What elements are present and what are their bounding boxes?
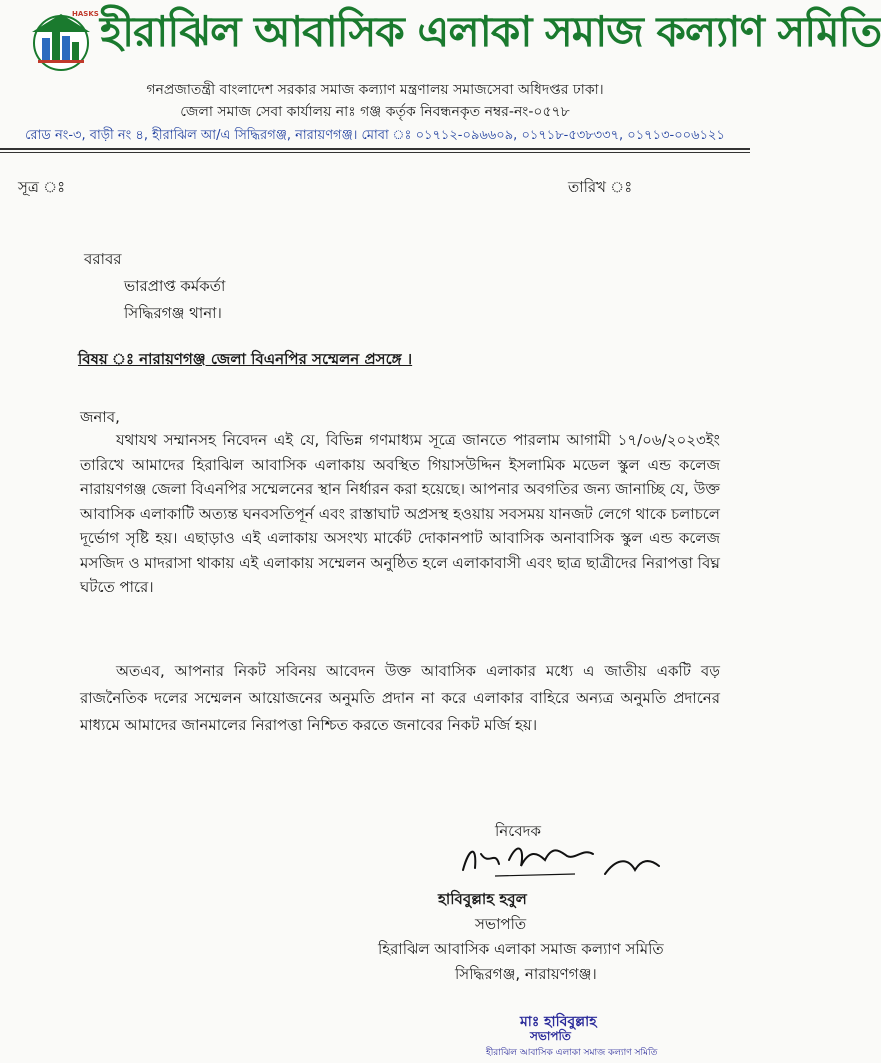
handwritten-signature [455,830,675,890]
recipient-line-2: সিদ্ধিরগঞ্জ থানা। [124,304,222,322]
organization-title: হীরাঝিল আবাসিক এলাকা সমাজ কল্যাণ সমিতি [100,7,881,56]
recipient-to: বরাবর [84,250,122,268]
stamp-role: সভাপতি [530,1029,571,1043]
header-divider [0,148,750,150]
body-text-2: অতএব, আপনার নিকট সবিনয় আবেদন উক্ত আবাসিক এলাকার মধ্যে এ জাতীয় একটি বড় রাজনৈতিক দলের সম্মেলন আয়োজনের অনুমতি প্রদান না করে এলাকার বাহিরে অন্যত্র অনুমতি প্রদানের মাধ্যমে আমাদের জানমালের নিরাপত্তা নিশ্চিত করতে জনাবের নিকট মর্জি হয়। [80,662,720,734]
body-paragraph-1 [80,428,720,600]
registration-line: জেলা সমাজ সেবা কার্যালয় নাঃ গঞ্জ কর্তৃক নিবন্ধনকৃত নম্বর-নং-০৫৭৮ [180,104,570,120]
header-divider-thin [0,152,750,153]
address-line: রোড নং-৩, বাড়ী নং ৪, হীরাঝিল আ/এ সিদ্ধিরগঞ্জ, নারায়ণগঞ্জ। মোবা ঃ ০১৭১২-০৯৬৬০৯, ০১৭১৮-৫৩৮৩৩৭, ০১৭১৩-০০৬১২১ [25,128,725,143]
signatory-name: হাবিবুল্লাহ হবুল [438,890,527,908]
body-paragraph-2 [80,658,720,739]
recipient-line-1: ভারপ্রাপ্ত কর্মকর্তা [124,277,226,295]
signatory-organization: হিরাঝিল আবাসিক এলাকা সমাজ কল্যাণ সমিতি [378,940,664,958]
ministry-line: গনপ্রজাতন্ত্রী বাংলাদেশ সরকার সমাজ কল্যাণ মন্ত্রণালয় সমাজসেবা অধিদপ্তর ঢাকা। [146,82,604,98]
stamp-name: মাঃ হাবিবুল্লাহ [520,1014,597,1030]
signatory-role: সভাপতি [475,915,527,933]
subject-line: বিষয় ঃ নারায়ণগঞ্জ জেলা বিএনপির সম্মেলন প্রসঙ্গে । [78,350,413,368]
logo-text: HASKS [72,10,99,18]
applicant-label: নিবেদক [495,822,541,840]
salutation: জনাব, [80,408,120,426]
body-text-1: যথাযথ সম্মানসহ নিবেদন এই যে, বিভিন্ন গণমাধ্যম সূত্রে জানতে পারলাম আগামী ১৭/০৬/২০২৩ইং তারিখে আমাদের হিরাঝিল আবাসিক এলাকায় অবস্থিত গিয়াসউদ্দিন ইসলামিক মডেল স্কুল এন্ড কলেজ নারায়ণগঞ্জ জেলা বিএনপির সম্মেলনের স্থান নির্ধারন করা হয়েছে। আপনার অবগতির জন্য জানাচ্ছি যে, উক্ত আবাসিক এলাকাটি অত্যন্ত ঘনবসতিপূর্ন এবং রাস্তাঘাট অপ্রসস্থ হওয়ায় সবসময় যানজট লেগে থাকে চলাচলে দূর্ভোগ সৃষ্টি হয়। এছাড়াও এই এলাকায় অসংখ্য মার্কেট দোকানপাট আবাসিক অনাবাসিক স্কুল এন্ড কলেজ মসজিদ ও মাদরাসা থাকায় এই এলাকায় সম্মেলন অনুষ্ঠিত হলে এলাকাবাসী এবং ছাত্র ছাত্রীদের নিরাপত্তা বিঘ্ন ঘটতে পারে। [80,431,720,596]
organization-logo [28,10,99,72]
reference-label: সূত্র ঃ [18,178,66,196]
signatory-place: সিদ্ধিরগঞ্জ, নারায়ণগঞ্জ। [455,965,597,983]
stamp-organization: হীরাঝিল আবাসিক এলাকা সমাজ কল্যাণ সমিতি [486,1048,658,1058]
date-label: তারিখ ঃ [568,178,633,196]
